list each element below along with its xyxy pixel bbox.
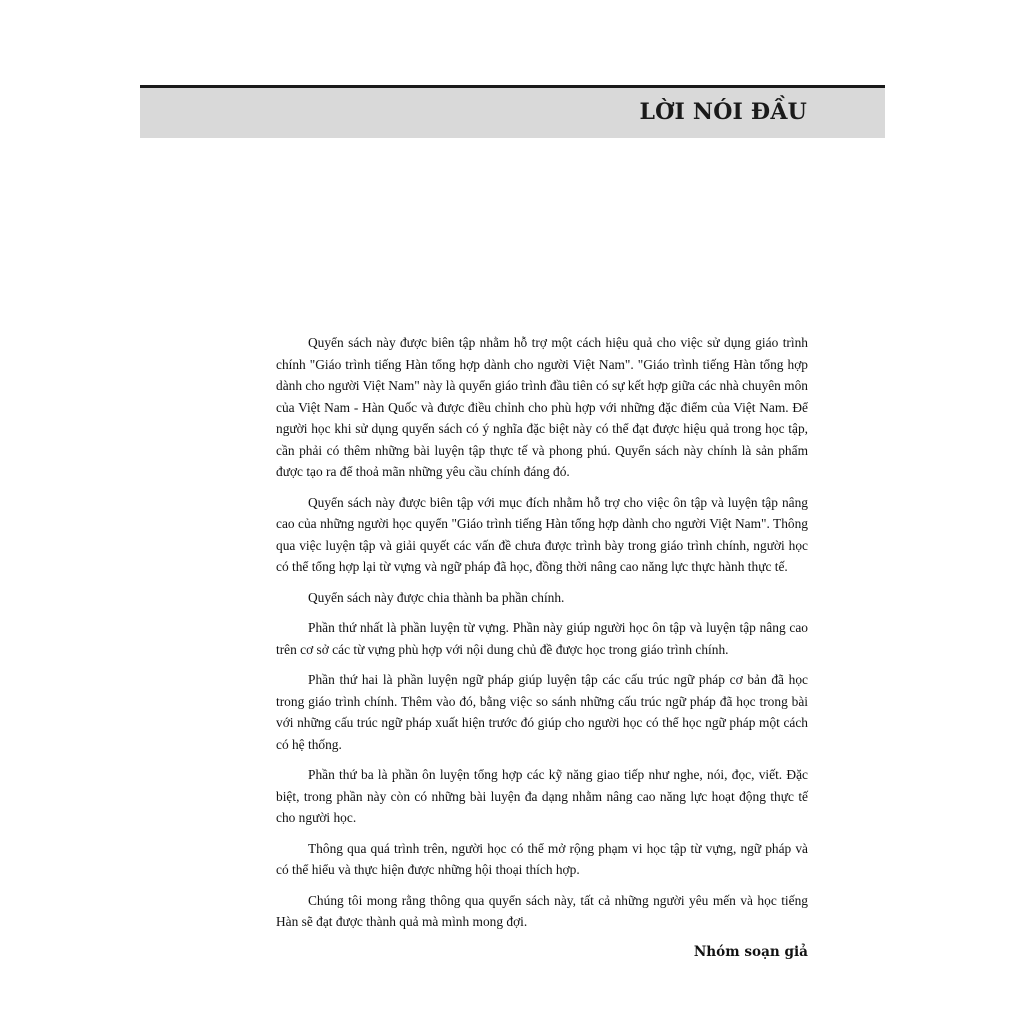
page-title: LỜI NÓI ĐẦU	[639, 99, 807, 125]
header-band	[140, 88, 885, 138]
paragraph-4: Phần thứ nhất là phần luyện từ vựng. Phần này giúp người học ôn tập và luyện tập nâng cao trên cơ sở các từ vựng phù hợp với nội dung chủ đề được học trong giáo trình chính.	[276, 620, 808, 657]
body-text	[276, 332, 808, 972]
paragraph-2: Quyển sách này được biên tập với mục đích nhằm hỗ trợ cho việc ôn tập và luyện tập nâng cao của những người học quyển "Giáo trình tiếng Hàn tổng hợp dành cho người Việt Nam". Thông qua việc luyện tập và giải quyết các vấn đề chưa được trình bày trong giáo trình chính, người học có thể tổng hợp lại từ vựng và ngữ pháp đã học, đồng thời nâng cao năng lực thực hành thực tế.	[276, 494, 808, 574]
paragraph-5: Phần thứ hai là phần luyện ngữ pháp giúp luyện tập các cấu trúc ngữ pháp cơ bản đã học trong giáo trình chính. Thêm vào đó, bằng việc so sánh những cấu trúc ngữ pháp đã học trong bài với những cấu trúc ngữ pháp xuất hiện trước đó giúp cho người học có thể học ngữ pháp một cách có hệ thống.	[276, 672, 808, 752]
paragraph-3: Quyển sách này được chia thành ba phần chính.	[308, 589, 565, 605]
signature: Nhóm soạn giả	[693, 943, 808, 960]
paragraph-7: Thông qua quá trình trên, người học có thể mở rộng phạm vi học tập từ vựng, ngữ pháp và có thể hiểu và thực hiện được những hội thoại thích hợp.	[276, 840, 808, 877]
paragraph-8: Chúng tôi mong rằng thông qua quyển sách này, tất cả những người yêu mến và học tiếng Hàn sẽ đạt được thành quả mà mình mong đợi.	[276, 892, 808, 929]
paragraph-6: Phần thứ ba là phần ôn luyện tổng hợp các kỹ năng giao tiếp như nghe, nói, đọc, viết. Đặc biệt, trong phần này còn có những bài luyện đa dạng nhằm nâng cao năng lực hoạt động thực tế cho người học.	[276, 767, 808, 825]
paragraph-1: Quyển sách này được biên tập nhằm hỗ trợ một cách hiệu quả cho việc sử dụng giáo trình chính "Giáo trình tiếng Hàn tổng hợp dành cho người Việt Nam". "Giáo trình tiếng Hàn tổng hợp dành cho người Việt Nam" này là quyển giáo trình đầu tiên có sự kết hợp giữa các nhà chuyên môn của Việt Nam - Hàn Quốc và được điều chỉnh cho phù hợp với những đặc điểm của Việt Nam. Để người học khi sử dụng quyển sách có ý nghĩa đặc biệt này có thể đạt được hiệu quả trong học tập, cần phải có thêm những bài luyện tập thực tế và phong phú. Quyển sách này chính là sản phẩm được tạo ra để thoả mãn những yêu cầu chính đáng đó.	[276, 335, 808, 479]
